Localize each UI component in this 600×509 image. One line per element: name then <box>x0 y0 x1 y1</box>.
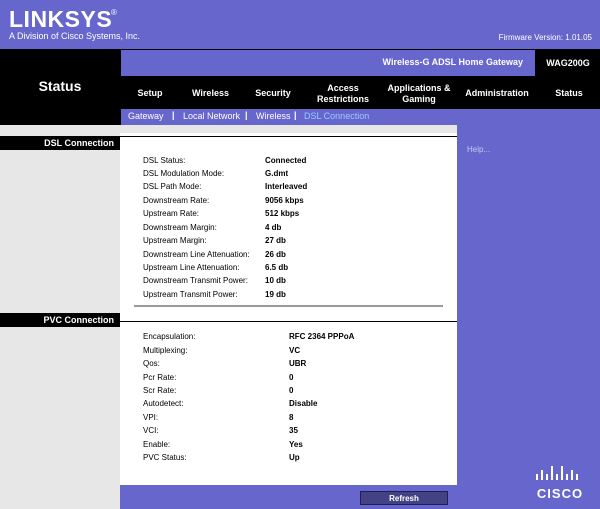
row-label: Encapsulation: <box>143 332 196 341</box>
pvc-row <box>143 399 443 411</box>
dsl-row <box>143 196 443 208</box>
row-value: Up <box>289 453 300 462</box>
row-value: 19 db <box>265 290 286 299</box>
pvc-row <box>143 413 443 425</box>
row-label: Scr Rate: <box>143 386 177 395</box>
row-label: DSL Status: <box>143 156 186 165</box>
row-label: Upstream Margin: <box>143 236 207 245</box>
row-value: 35 <box>289 426 298 435</box>
cisco-wordmark: CISCO <box>536 486 584 501</box>
row-label: Autodetect: <box>143 399 184 408</box>
subtab-gateway[interactable]: Gateway <box>128 111 164 121</box>
pvc-row <box>143 426 443 438</box>
row-value: 0 <box>289 373 294 382</box>
pvc-row <box>143 332 443 344</box>
dsl-row <box>143 263 443 275</box>
refresh-button[interactable]: Refresh <box>360 491 448 505</box>
subtab-separator: | <box>294 110 297 120</box>
help-link[interactable]: Help... <box>467 145 491 154</box>
page-title: Status <box>38 78 82 94</box>
dsl-row <box>143 182 443 194</box>
row-value: 6.5 db <box>265 263 289 272</box>
row-value: G.dmt <box>265 169 289 178</box>
tab-wireless[interactable]: Wireless <box>192 88 229 98</box>
header <box>0 0 600 49</box>
model-number: WAG200G <box>536 50 600 76</box>
footer-bar <box>120 485 457 509</box>
cisco-bars-icon <box>534 462 586 482</box>
dsl-row <box>143 250 443 262</box>
row-value: 8 <box>289 413 294 422</box>
main-tabs <box>121 78 600 109</box>
linksys-logo: LINKSYS <box>9 6 113 32</box>
row-value: RFC 2364 PPPoA <box>289 332 355 341</box>
row-label: Enable: <box>143 440 171 449</box>
sub-tabs <box>121 109 600 125</box>
top-strip <box>120 125 457 133</box>
row-value: 9056 kbps <box>265 196 304 205</box>
product-name: Wireless-G ADSL Home Gateway <box>382 57 523 67</box>
row-label: PVC Status: <box>143 453 187 462</box>
section-divider <box>134 305 443 307</box>
row-label: Downstream Rate: <box>143 196 210 205</box>
logo-subtitle: A Division of Cisco Systems, Inc. <box>9 31 141 41</box>
row-label: VPI: <box>143 413 159 422</box>
section-rule <box>120 136 457 137</box>
row-label: Upstream Rate: <box>143 209 200 218</box>
section-rule <box>120 321 457 322</box>
left-sidebar <box>0 125 120 509</box>
row-value: UBR <box>289 359 307 368</box>
row-label: Downstream Line Attenuation: <box>143 250 250 259</box>
subtab-wireless[interactable]: Wireless <box>256 111 291 121</box>
row-label: Qos: <box>143 359 160 368</box>
pvc-row <box>143 373 443 385</box>
row-value: Yes <box>289 440 303 449</box>
pvc-row <box>143 386 443 398</box>
row-value: VC <box>289 346 301 355</box>
row-value: 10 db <box>265 276 286 285</box>
row-label: DSL Modulation Mode: <box>143 169 225 178</box>
row-value: Interleaved <box>265 182 308 191</box>
row-value: Connected <box>265 156 307 165</box>
pvc-row <box>143 440 443 452</box>
tab-setup[interactable]: Setup <box>137 88 163 98</box>
row-label: Downstream Transmit Power: <box>143 276 248 285</box>
tab-administration[interactable]: Administration <box>465 88 529 98</box>
row-value: 0 <box>289 386 294 395</box>
row-label: Pcr Rate: <box>143 373 177 382</box>
subtab-local-network[interactable]: Local Network <box>183 111 241 121</box>
product-bar <box>121 50 535 76</box>
row-label: VCI: <box>143 426 159 435</box>
row-value: 27 db <box>265 236 286 245</box>
dsl-row <box>143 169 443 181</box>
tab-status[interactable]: Status <box>538 78 600 109</box>
subtab-dsl-connection[interactable]: DSL Connection <box>304 111 370 121</box>
subtab-separator: | <box>172 110 175 120</box>
row-value: 4 db <box>265 223 282 232</box>
pvc-row <box>143 453 443 465</box>
row-label: Upstream Line Attenuation: <box>143 263 240 272</box>
dsl-row <box>143 223 443 235</box>
row-label: Downstream Margin: <box>143 223 217 232</box>
dsl-row <box>143 290 443 302</box>
tab-security[interactable]: Security <box>255 88 291 98</box>
cisco-logo <box>528 462 592 506</box>
pvc-row <box>143 359 443 371</box>
row-label: Multiplexing: <box>143 346 188 355</box>
section-title-dsl: DSL Connection <box>0 136 120 150</box>
main-content <box>120 133 457 485</box>
dsl-row <box>143 236 443 248</box>
firmware-version: Firmware Version: 1.01.05 <box>498 33 592 42</box>
pvc-row <box>143 346 443 358</box>
tab-applications-gaming[interactable]: Applications & Gaming <box>387 82 451 104</box>
row-value: 512 kbps <box>265 209 300 218</box>
dsl-row <box>143 276 443 288</box>
row-value: Disable <box>289 399 318 408</box>
tab-access-restrictions[interactable]: Access Restrictions <box>316 82 369 104</box>
subtab-separator: | <box>245 110 248 120</box>
right-help-panel <box>457 125 600 509</box>
section-title-pvc: PVC Connection <box>0 313 120 327</box>
registered-mark: ® <box>111 8 117 17</box>
dsl-row <box>143 156 443 168</box>
row-value: 26 db <box>265 250 286 259</box>
row-label: Upstream Transmit Power: <box>143 290 238 299</box>
dsl-row <box>143 209 443 221</box>
row-label: DSL Path Mode: <box>143 182 202 191</box>
